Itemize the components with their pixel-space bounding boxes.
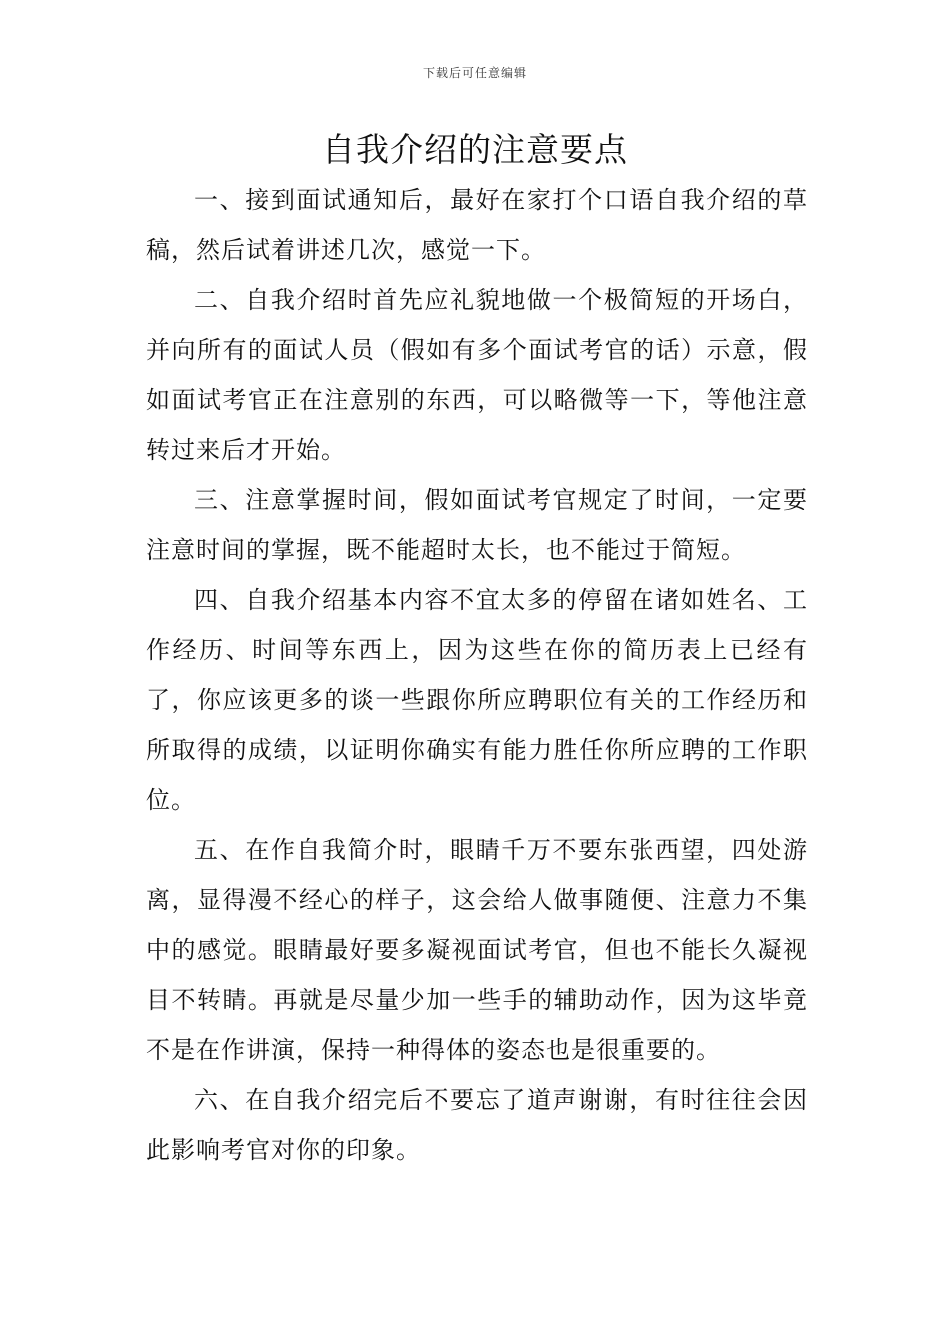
- paragraph-6: 六、在自我介绍完后不要忘了道声谢谢，有时往往会因此影响考官对你的印象。: [146, 1086, 808, 1164]
- paragraph-2: 二、自我介绍时首先应礼貌地做一个极简短的开场白，并向所有的面试人员（假如有多个面试考官的话）示意，假如面试考官正在注意别的东西，可以略微等一下，等他注意转过来后才开始。: [146, 286, 808, 464]
- paragraph-3: 三、注意掌握时间，假如面试考官规定了时间，一定要注意时间的掌握，既不能超时太长，也不能过于简短。: [146, 486, 808, 564]
- paragraph-5: 五、在作自我简介时，眼睛千万不要东张西望，四处游离，显得漫不经心的样子，这会给人做事随便、注意力不集中的感觉。眼睛最好要多凝视面试考官，但也不能长久凝视目不转睛。再就是尽量少加一些手的辅助动作，因为这毕竟不是在作讲演，保持一种得体的姿态也是很重要的。: [146, 836, 808, 1064]
- paragraph-1: 一、接到面试通知后，最好在家打个口语自我介绍的草稿，然后试着讲述几次，感觉一下。: [146, 186, 808, 264]
- paragraph-4: 四、自我介绍基本内容不宜太多的停留在诸如姓名、工作经历、时间等东西上，因为这些在你的简历表上已经有了，你应该更多的谈一些跟你所应聘职位有关的工作经历和所取得的成绩，以证明你确实有能力胜任你所应聘的工作职位。: [146, 586, 808, 814]
- document-body: [146, 175, 808, 1175]
- document-title: 自我介绍的注意要点: [322, 130, 628, 169]
- header-note: 下载后可任意编辑: [422, 66, 527, 80]
